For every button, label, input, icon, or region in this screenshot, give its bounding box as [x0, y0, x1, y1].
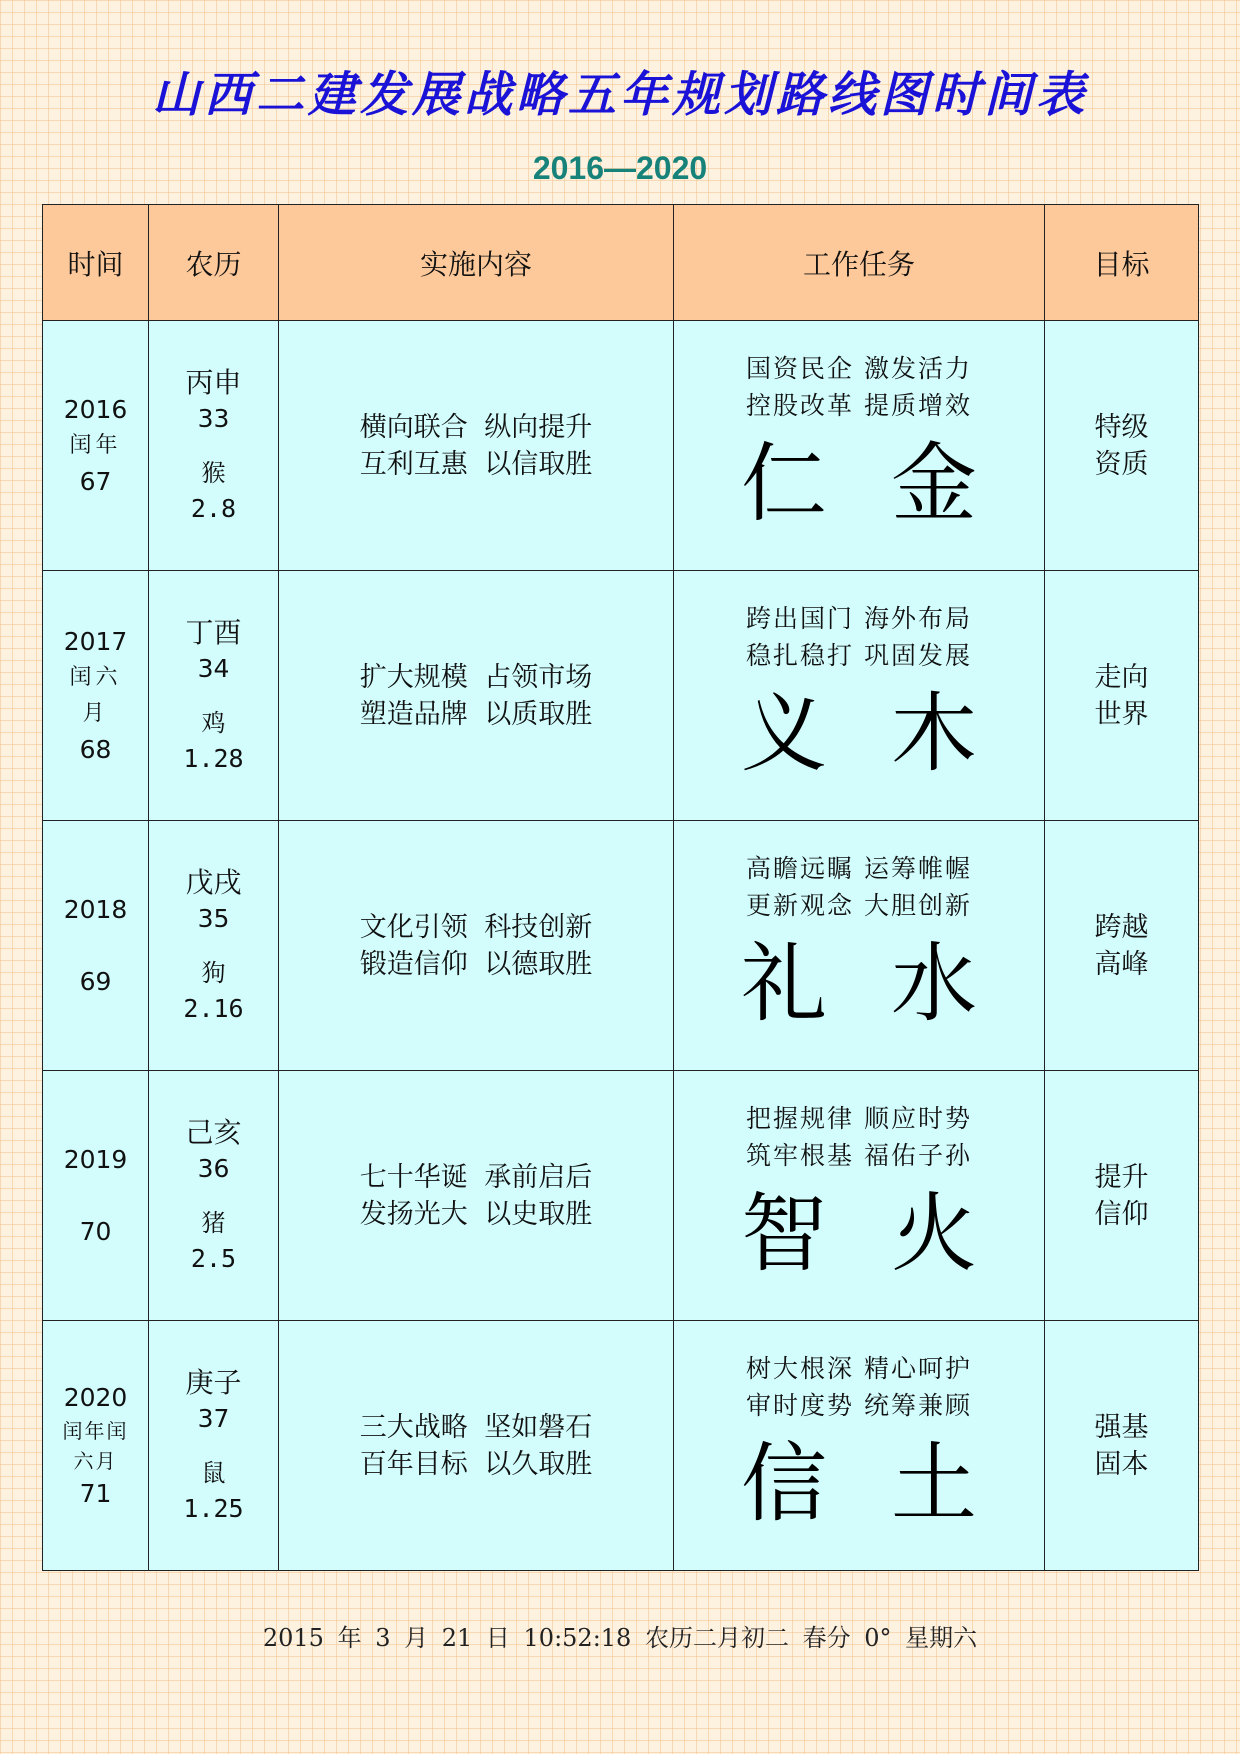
cell-time	[43, 1071, 149, 1321]
time-age: 67	[79, 466, 112, 496]
content-line: 发扬光大 以史取胜	[359, 1198, 593, 1230]
cell-content	[279, 571, 674, 821]
time-year: 2019	[63, 1144, 128, 1174]
time-year: 2020	[63, 1382, 128, 1412]
time-age: 70	[79, 1216, 112, 1246]
task-line: 把握规律 顺应时势	[746, 1103, 972, 1133]
page-title: 山西二建发展战略五年规划路线图时间表	[151, 67, 1088, 123]
lunar-animal: 鸡	[201, 708, 226, 737]
content-line: 三大战略 坚如磐石	[359, 1411, 593, 1443]
content-line: 塑造品牌 以质取胜	[359, 698, 593, 730]
lunar-date: 2.5	[190, 1243, 237, 1273]
goal-line: 固本	[1094, 1448, 1149, 1480]
time-year: 2018	[63, 894, 128, 924]
cell-lunar	[149, 821, 279, 1071]
lunar-number: 37	[197, 1403, 230, 1433]
cell-task	[674, 821, 1045, 1071]
task-line: 树大根深 精心呵护	[746, 1353, 972, 1383]
header-goal: 目标	[1045, 205, 1199, 321]
cell-content	[279, 821, 674, 1071]
cell-time	[43, 1321, 149, 1571]
cell-lunar	[149, 321, 279, 571]
cell-lunar	[149, 1321, 279, 1571]
goal-line: 信仰	[1094, 1198, 1149, 1230]
task-line: 更新观念 大胆创新	[746, 890, 972, 920]
goal-line: 资质	[1094, 448, 1149, 480]
content-line: 横向联合 纵向提升	[359, 411, 593, 443]
content-line: 百年目标 以久取胜	[359, 1448, 593, 1480]
cell-content	[279, 1071, 674, 1321]
cell-goal	[1045, 821, 1199, 1071]
goal-line: 世界	[1094, 698, 1149, 730]
page-subtitle: 2016—2020	[532, 150, 708, 186]
virtue-characters: 礼水	[741, 933, 1041, 1034]
lunar-date: 2.16	[183, 993, 244, 1023]
time-age: 69	[79, 966, 112, 996]
header-time: 时间	[43, 205, 149, 321]
lunar-number: 36	[197, 1153, 230, 1183]
table-row	[43, 821, 1199, 1071]
time-note: 闰年闰	[62, 1418, 129, 1443]
cell-task	[674, 1071, 1045, 1321]
task-line: 筑牢根基 福佑子孙	[746, 1140, 972, 1170]
table-row	[43, 321, 1199, 571]
time-age: 71	[79, 1478, 112, 1508]
lunar-ganzhi: 戊戌	[185, 865, 242, 899]
cell-time	[43, 571, 149, 821]
virtue-characters: 信土	[741, 1433, 1041, 1534]
time-note2: 月	[82, 700, 109, 726]
lunar-date: 1.28	[183, 743, 244, 773]
cell-goal	[1045, 321, 1199, 571]
plan-table	[42, 204, 1199, 1571]
lunar-date: 1.25	[183, 1493, 244, 1523]
lunar-animal: 鼠	[201, 1458, 226, 1487]
cell-task	[674, 571, 1045, 821]
virtue-characters: 仁金	[741, 433, 1041, 534]
goal-line: 特级	[1094, 411, 1149, 443]
header-task: 工作任务	[674, 205, 1045, 321]
task-line: 审时度势 统筹兼顾	[746, 1390, 972, 1420]
goal-line: 强基	[1094, 1411, 1149, 1443]
lunar-ganzhi: 庚子	[185, 1365, 242, 1399]
table-row	[43, 1321, 1199, 1571]
task-line: 跨出国门 海外布局	[746, 603, 972, 633]
cell-task	[674, 1321, 1045, 1571]
cell-lunar	[149, 571, 279, 821]
goal-line: 高峰	[1094, 948, 1149, 980]
cell-goal	[1045, 571, 1199, 821]
cell-content	[279, 321, 674, 571]
time-note2: 六月	[73, 1448, 118, 1473]
virtue-characters: 义木	[741, 683, 1041, 784]
goal-line: 跨越	[1094, 911, 1149, 943]
lunar-animal: 猴	[201, 458, 226, 487]
goal-line: 提升	[1094, 1161, 1149, 1193]
lunar-number: 33	[197, 403, 230, 433]
cell-time	[43, 321, 149, 571]
cell-task	[674, 321, 1045, 571]
time-note: 闰六	[69, 664, 122, 690]
cell-content	[279, 1321, 674, 1571]
task-line: 国资民企 激发活力	[746, 353, 972, 383]
task-line: 控股改革 提质增效	[746, 390, 972, 420]
lunar-number: 34	[197, 653, 230, 683]
lunar-animal: 猪	[201, 1208, 226, 1237]
virtue-characters: 智火	[741, 1183, 1041, 1284]
header-lunar: 农历	[149, 205, 279, 321]
content-line: 七十华诞 承前启后	[359, 1161, 593, 1193]
table-row	[43, 1071, 1199, 1321]
content-line: 文化引领 科技创新	[359, 911, 593, 943]
cell-goal	[1045, 1071, 1199, 1321]
lunar-animal: 狗	[201, 958, 226, 987]
content-line: 锻造信仰 以德取胜	[359, 948, 593, 980]
time-note: 闰年	[69, 432, 122, 458]
lunar-ganzhi: 丁酉	[185, 615, 242, 649]
content-line: 互利互惠 以信取胜	[359, 448, 593, 480]
task-line: 稳扎稳打 巩固发展	[746, 640, 972, 670]
table-header-row	[43, 205, 1199, 321]
lunar-ganzhi: 己亥	[185, 1115, 242, 1149]
time-year: 2016	[63, 394, 128, 424]
lunar-number: 35	[197, 903, 230, 933]
lunar-ganzhi: 丙申	[185, 365, 242, 399]
goal-line: 走向	[1094, 661, 1149, 693]
header-content: 实施内容	[279, 205, 674, 321]
cell-lunar	[149, 1071, 279, 1321]
footer-datetime: 2015 年 3 月 21 日 10:52:18 农历二月初二 春分 0° 星期六	[262, 1624, 978, 1652]
table-row	[43, 571, 1199, 821]
content-line: 扩大规模 占领市场	[359, 661, 593, 693]
cell-time	[43, 821, 149, 1071]
cell-goal	[1045, 1321, 1199, 1571]
time-age: 68	[79, 734, 112, 764]
task-line: 高瞻远瞩 运筹帷幄	[746, 853, 972, 883]
time-year: 2017	[63, 626, 128, 656]
lunar-date: 2.8	[190, 493, 237, 523]
